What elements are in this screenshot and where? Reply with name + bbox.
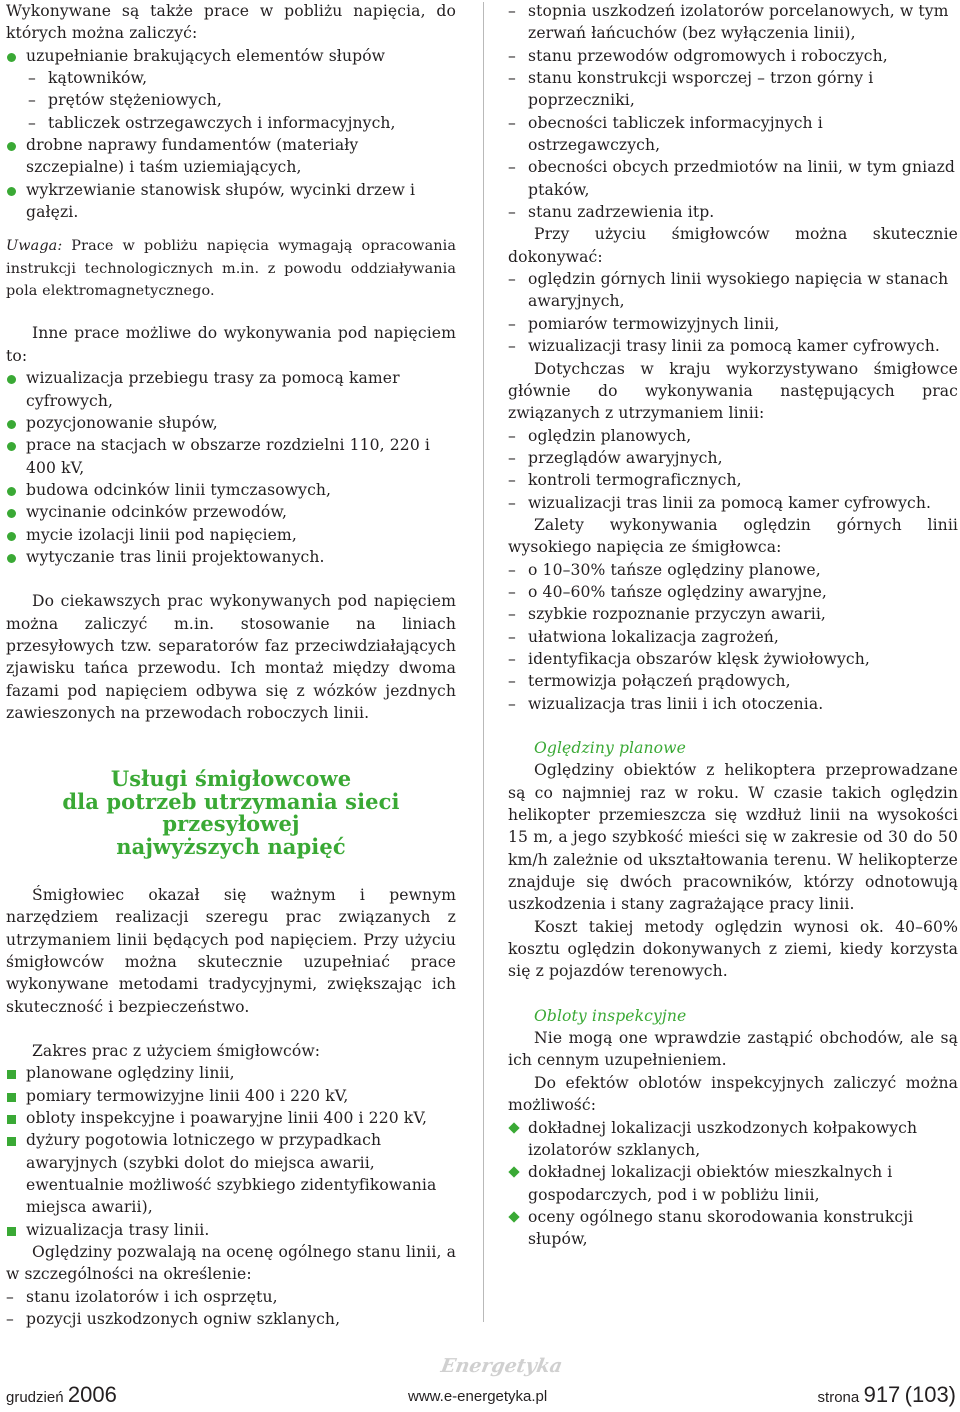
list-item — [6, 524, 456, 546]
square-bullet-icon — [7, 1227, 16, 1236]
dash-marker: – — [508, 627, 516, 646]
list-item — [508, 67, 958, 112]
diamond-bullet-icon — [508, 1122, 519, 1133]
list-item-text: oględzin górnych linii wysokiego napięcia w stanach awaryjnych, — [528, 270, 949, 311]
right-list-2 — [508, 268, 958, 357]
dash-marker: – — [508, 694, 516, 713]
square-bullet-icon — [7, 1093, 16, 1102]
list-item-text: prace na stacjach w obszarze rozdzielni 110, 220 i 400 kV, — [26, 436, 430, 477]
list-item — [6, 479, 456, 501]
list-item — [508, 603, 958, 625]
dash-marker: – — [508, 158, 516, 177]
list-item — [6, 179, 456, 224]
dash-marker: – — [508, 69, 516, 88]
left-column — [6, 0, 456, 1330]
section-title-line-2: dla potrzeb utrzymania sieci przesyłowej — [62, 788, 400, 837]
list-item-text: wytyczanie tras linii projektowanych. — [26, 547, 325, 566]
list-item — [508, 112, 958, 157]
section-title-line-3: najwyższych napięć — [116, 833, 346, 859]
list-item — [508, 45, 958, 67]
list-item — [508, 1206, 958, 1251]
dot-bullet-icon — [7, 554, 16, 563]
left-paragraph-3: Do ciekawszych prac wykonywanych pod napięciem można zaliczyć m.in. stosowanie na liniach przesyłowych tzw. separatorów faz przeciwdziałających zjawisku tańca przewodu. Ich montaż między dwoma fazami pod napięciem odbywa się z wózków jezdnych zawieszonych na przewodach roboczych linii. — [6, 592, 456, 722]
dot-bullet-icon — [7, 442, 16, 451]
list-item — [6, 1062, 456, 1084]
dash-marker: – — [508, 426, 516, 445]
list-item-text: o 10–30% tańsze oględziny planowe, — [528, 560, 821, 579]
list-item — [6, 1085, 456, 1107]
left-paragraph-2: Inne prace możliwe do wykonywania pod napięciem to: — [6, 324, 456, 365]
list-item — [6, 1308, 456, 1330]
list-item — [508, 156, 958, 201]
list-item-text: wizualizacja przebiegu trasy za pomocą kamer cyfrowych, — [26, 369, 400, 410]
footer-date — [6, 1382, 117, 1408]
dot-bullet-icon — [7, 187, 16, 196]
dot-bullet-icon — [7, 142, 16, 151]
list-item — [508, 693, 958, 715]
list-item-text: tabliczek ostrzegawczych i informacyjnych, — [48, 113, 396, 132]
dash-marker: – — [508, 314, 516, 333]
right-list-3 — [508, 425, 958, 514]
right-paragraph-3: Dotychczas w kraju wykorzystywano śmigłowce głównie do wykonywania następujących prac związanych z utrzymaniem linii: — [508, 359, 958, 423]
dash-marker: – — [28, 91, 36, 110]
right-list-8 — [508, 1117, 958, 1251]
list-item-text: uzupełnianie brakujących elementów słupów — [26, 46, 386, 65]
left-paragraph-6: Oględziny pozwalają na ocenę ogólnego stanu linii, a w szczególności na określenie: — [6, 1243, 456, 1284]
list-item-text: dokładnej lokalizacji obiektów mieszkalnych i gospodarczych, pod i w pobliżu linii, — [528, 1163, 893, 1204]
dash-marker: – — [508, 2, 516, 20]
list-item — [6, 1286, 456, 1308]
square-bullet-icon — [7, 1137, 16, 1146]
list-item-text: wizualizacji trasy linii za pomocą kamer cyfrowych. — [528, 337, 940, 356]
list-item — [508, 201, 958, 223]
right-paragraph-6: Koszt takiej metody oględzin wynosi ok. 40–60% kosztu oględzin dokonywanych z ziemi, kiedy korzysta się z pojazdów terenowych. — [508, 917, 958, 981]
list-item-text: o 40–60% tańsze oględziny awaryjne, — [528, 582, 827, 601]
list-item — [6, 546, 456, 568]
list-item — [6, 412, 456, 434]
list-item-text: kątowników, — [48, 69, 148, 88]
footer-page-total: (103) — [904, 1382, 956, 1407]
list-item-text: szybkie rozpoznanie przyczyn awarii, — [528, 605, 826, 624]
right-list-1 — [508, 0, 958, 223]
dash-marker: – — [508, 560, 516, 579]
left-list-5 — [6, 1062, 456, 1241]
svg-text:Energetyka: Energetyka — [439, 1354, 565, 1377]
dash-marker: – — [508, 337, 516, 356]
list-item — [508, 1161, 958, 1206]
list-item — [6, 1129, 456, 1218]
list-item — [508, 648, 958, 670]
list-item-text: ułatwiona lokalizacja zagrożeń, — [528, 627, 779, 646]
list-item — [508, 1117, 958, 1162]
list-item-text: wizualizacji tras linii za pomocą kamer cyfrowych. — [528, 493, 932, 512]
dot-bullet-icon — [7, 487, 16, 496]
list-item — [6, 45, 456, 67]
list-item-text: stanu zadrzewienia itp. — [528, 203, 715, 222]
list-item-text: obecności tabliczek informacyjnych i ostrzegawczych, — [528, 113, 823, 155]
footer-year: 2006 — [67, 1382, 117, 1407]
subheading-obloty: Obloty inspekcyjne — [534, 1006, 687, 1025]
left-paragraph-4: Śmigłowiec okazał się ważnym i pewnym narzędziem realizacji szeregu prac związanych z utrzymaniem linii będących pod napięciem. Przy użyciu śmigłowców można skutecznie uzupełniać prace wykonywane metodami tradycyjnymi, zwiększając ich skuteczność i bezpieczeństwo. — [6, 885, 456, 1016]
list-item-text: stopnia uszkodzeń izolatorów porcelanowych, w tym zerwań łańcuchów (bez wyłączenia linii), — [528, 2, 949, 43]
list-item — [508, 670, 958, 692]
dash-marker: – — [508, 203, 516, 222]
list-item-text: dyżury pogotowia lotniczego w przypadkach awaryjnych (szybki dolot do miejsca awarii, ewentualnie możliwość szybkiego zidentyfikowania miejsca awarii), — [26, 1131, 437, 1217]
list-item-text: wizualizacja tras linii i ich otoczenia. — [528, 694, 824, 713]
dash-marker: – — [508, 448, 516, 467]
right-paragraph-7: Nie mogą one wprawdzie zastąpić obchodów, ale są ich cennym uzupełnieniem. — [508, 1029, 958, 1070]
list-item-text: stanu izolatorów i ich osprzętu, — [26, 1287, 278, 1306]
list-item-text: mycie izolacji linii pod napięciem, — [26, 525, 297, 544]
diamond-bullet-icon — [508, 1167, 519, 1178]
footer-month: grudzień — [6, 1389, 64, 1406]
dash-marker: – — [6, 1310, 14, 1329]
column-divider — [483, 2, 484, 1322]
dash-marker: – — [6, 1287, 14, 1306]
dash-marker: – — [508, 113, 516, 132]
list-item-text: oceny ogólnego stanu skorodowania konstrukcji słupów, — [528, 1207, 914, 1249]
diamond-bullet-icon — [508, 1211, 519, 1222]
list-item-text: oględzin planowych, — [528, 426, 692, 445]
dot-bullet-icon — [7, 509, 16, 518]
list-item — [508, 313, 958, 335]
list-item-text: wycinanie odcinków przewodów, — [26, 503, 288, 522]
subheading-ogledziny: Oględziny planowe — [534, 739, 686, 757]
list-item — [6, 67, 456, 89]
list-item — [6, 501, 456, 523]
list-item-text: stanu przewodów odgromowych i roboczych, — [528, 46, 888, 65]
list-item-text: wykrzewianie stanowisk słupów, wycinki drzew i gałęzi. — [26, 180, 416, 222]
list-item-text: planowane oględziny linii, — [26, 1064, 235, 1083]
list-item-text: obecności obcych przedmiotów na linii, w tym gniazd ptaków, — [528, 158, 956, 199]
right-paragraph-5: Oględziny obiektów z helikoptera przeprowadzane są co najmniej raz w roku. W czasie takich oględzin helikopter przemieszcza się wzdłuż linii na wysokości 15 m, a jego szybkość mieści się w zakresie od 30 do 50 km/h zależnie od ukształtowania terenu. W helikopterze znajduje się dwóch pracowników, którzy odnotowują uszkodzenia i stany zagrażające pracy linii. — [508, 761, 958, 914]
dash-marker: – — [28, 113, 36, 132]
square-bullet-icon — [7, 1115, 16, 1124]
footer-page-label: strona — [817, 1389, 860, 1406]
dot-bullet-icon — [7, 53, 16, 62]
list-item — [6, 1219, 456, 1241]
right-paragraph-4: Zalety wykonywania oględzin górnych linii wysokiego napięcia ze śmigłowca: — [508, 515, 958, 557]
dash-marker: – — [508, 471, 516, 490]
right-column — [508, 0, 958, 1251]
dot-bullet-icon — [7, 420, 16, 429]
dash-marker: – — [508, 605, 516, 624]
list-item — [508, 626, 958, 648]
footer-page — [818, 1382, 956, 1408]
dot-bullet-icon — [7, 532, 16, 541]
dot-bullet-icon — [7, 375, 16, 384]
list-item — [508, 447, 958, 469]
right-list-4 — [508, 559, 958, 715]
list-item-text: dokładnej lokalizacji uszkodzonych kołpakowych izolatorów szklanych, — [528, 1118, 918, 1159]
list-item — [508, 492, 958, 514]
list-item-text: stanu konstrukcji wsporczej – trzon górny i poprzeczniki, — [528, 69, 874, 110]
list-item — [6, 1107, 456, 1129]
list-item-text: prętów stężeniowych, — [48, 91, 222, 110]
list-item — [6, 367, 456, 412]
list-item — [508, 425, 958, 447]
intro-list — [6, 45, 456, 224]
list-item-text: wizualizacja trasy linii. — [26, 1220, 210, 1239]
list-item — [6, 112, 456, 134]
list-item-text: kontroli termograficznych, — [528, 471, 742, 490]
left-list-2 — [6, 367, 456, 568]
list-item-text: pomiarów termowizyjnych linii, — [528, 314, 780, 333]
list-item — [508, 559, 958, 581]
page-footer — [0, 1378, 960, 1412]
intro-paragraph: Wykonywane są także prace w pobliżu napięcia, do których można zaliczyć: — [6, 2, 456, 43]
list-item-text: drobne naprawy fundamentów (materiały szczepialne) i taśm uziemiających, — [26, 136, 359, 177]
list-item — [6, 434, 456, 479]
footer-url[interactable]: www.e-energetyka.pl — [408, 1388, 548, 1405]
list-item-text: identyfikacja obszarów klęsk żywiołowych, — [528, 649, 870, 668]
list-item-text: pomiary termowizyjne linii 400 i 220 kV, — [26, 1086, 349, 1105]
dash-marker: – — [508, 649, 516, 668]
list-item-text: budowa odcinków linii tymczasowych, — [26, 480, 332, 499]
list-item-text: pozycji uszkodzonych ogniw szklanych, — [26, 1310, 341, 1329]
note-label: Uwaga: — [6, 238, 63, 255]
list-item-text: termowizja połączeń prądowych, — [528, 672, 791, 691]
section-title-line-1: Usługi śmigłowcowe — [110, 766, 352, 792]
dash-marker: – — [508, 493, 516, 512]
list-item-text: obloty inspekcyjne i poawaryjne linii 400 i 220 kV, — [26, 1109, 428, 1128]
left-paragraph-5: Zakres prac z użyciem śmigłowców: — [32, 1042, 321, 1060]
dash-marker: – — [508, 46, 516, 65]
list-item-text: przeglądów awaryjnych, — [528, 448, 723, 467]
note-paragraph — [6, 235, 456, 302]
list-item — [508, 335, 958, 357]
list-item — [508, 0, 958, 45]
right-paragraph-8: Do efektów oblotów inspekcyjnych zaliczyć można możliwość: — [508, 1073, 958, 1115]
dash-marker: – — [508, 270, 516, 289]
list-item — [508, 581, 958, 603]
right-paragraph-2: Przy użyciu śmigłowców można skutecznie dokonywać: — [508, 225, 958, 266]
dash-marker: – — [508, 582, 516, 601]
dash-marker: – — [508, 672, 516, 691]
square-bullet-icon — [7, 1070, 16, 1079]
note-text: Prace w pobliżu napięcia wymagają opracowania instrukcji technologicznych m.in. z powodu oddziaływania pola elektromagnetycznego. — [6, 238, 456, 300]
list-item — [508, 469, 958, 491]
footer-page-number: 917 — [863, 1382, 901, 1407]
list-item — [508, 268, 958, 313]
dash-marker: – — [28, 69, 36, 88]
list-item-text: pozycjonowanie słupów, — [26, 413, 218, 432]
section-title — [6, 768, 456, 858]
left-list-6 — [6, 1286, 456, 1331]
list-item — [6, 89, 456, 111]
list-item — [6, 134, 456, 179]
